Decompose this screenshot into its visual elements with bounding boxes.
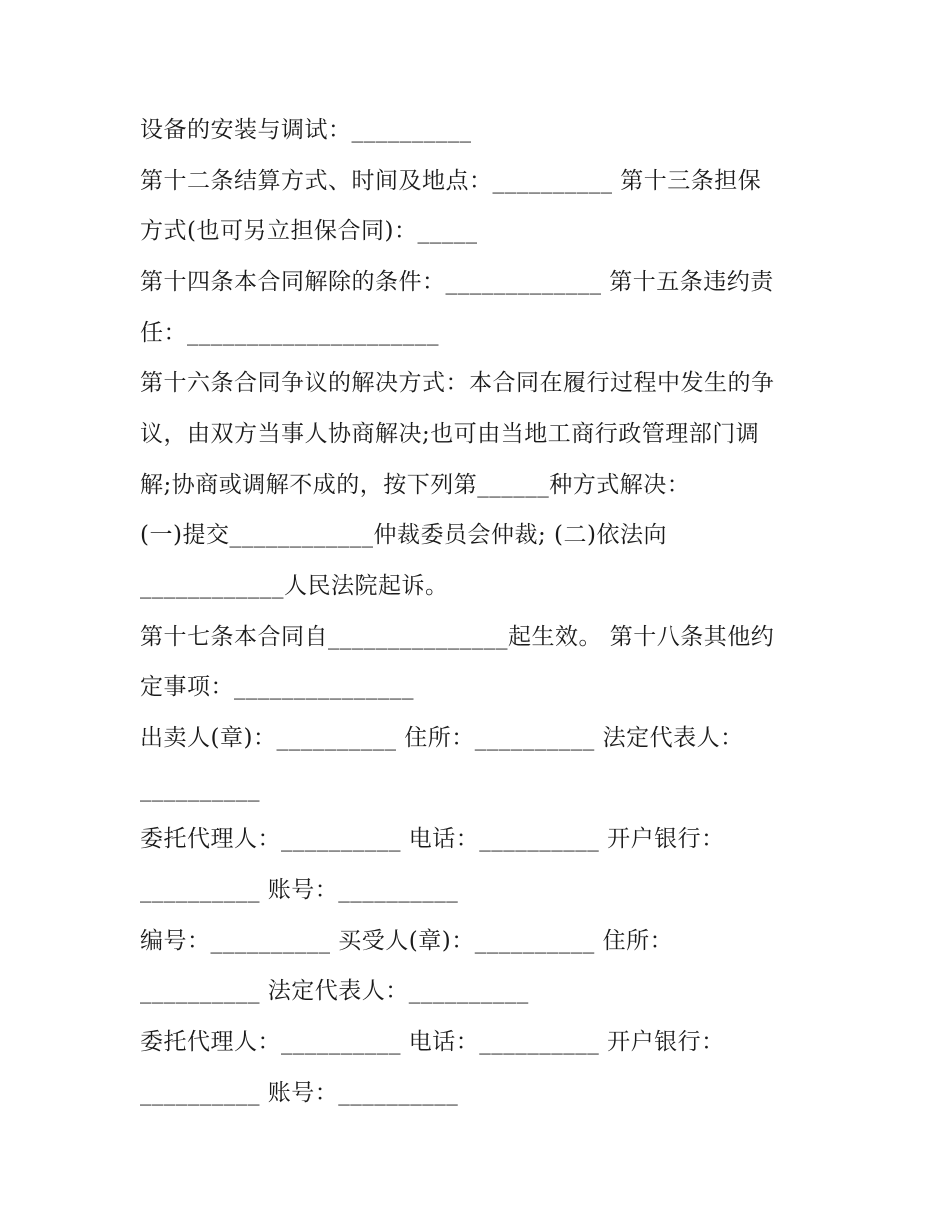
buyer-rep-info: __________ 法定代表人：__________: [140, 978, 529, 1004]
clause-16-court: ____________人民法院起诉。: [140, 573, 449, 599]
clause-16-dispute-line-1: 第十六条合同争议的解决方式：本合同在履行过程中发生的争: [140, 370, 775, 396]
clause-17-effective: 第十七条本合同自_______________起生效。 第十八条其他约: [140, 624, 775, 650]
clause-16-dispute-line-2: 议，由双方当事人协商解决;也可由当地工商行政管理部门调: [140, 421, 760, 447]
seller-account-info: __________ 账号：__________: [140, 877, 459, 903]
clause-12-settlement: 第十二条结算方式、时间及地点：__________ 第十三条担保: [140, 168, 762, 194]
buyer-account-info: __________ 账号：__________: [140, 1080, 459, 1106]
clause-16-arbitration: (一)提交____________仲裁委员会仲裁; (二)依法向: [140, 522, 667, 548]
buyer-agent-info: 委托代理人：__________ 电话：__________ 开户银行：: [140, 1029, 725, 1055]
clause-18-other: 定事项：_______________: [140, 674, 414, 700]
clause-installation: 设备的安装与调试：__________: [140, 117, 472, 143]
buyer-info: 编号：__________ 买受人(章)：__________ 住所：: [140, 928, 674, 954]
clause-15-liability: 任：_____________________: [140, 320, 439, 346]
clause-16-dispute-line-3: 解;协商或调解不成的，按下列第______种方式解决：: [140, 472, 691, 498]
clause-14-termination: 第十四条本合同解除的条件：_____________ 第十五条违约责: [140, 269, 774, 295]
seller-rep-blank: __________: [140, 776, 260, 802]
seller-agent-info: 委托代理人：__________ 电话：__________ 开户银行：: [140, 826, 725, 852]
clause-13-guarantee: 方式(也可另立担保合同)：_____: [140, 218, 478, 244]
seller-info: 出卖人(章)：__________ 住所：__________ 法定代表人：: [140, 725, 744, 751]
